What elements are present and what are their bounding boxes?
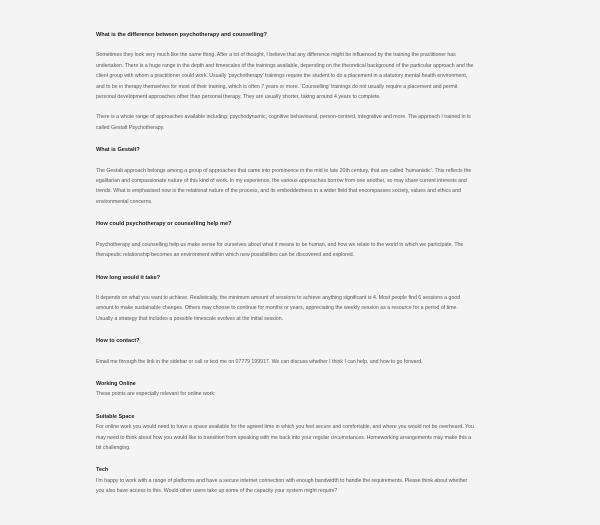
heading-working-online: Working Online <box>96 380 136 387</box>
text-line: It depends on what you want to achieve. Realistically, the minimum amount of sessions to achieve anything significant is 4. Most people find 6 sessions a good <box>96 294 461 301</box>
text-line: These points are especially relevant for online work: <box>96 391 216 398</box>
paragraph-suitable-space <box>96 422 514 453</box>
text-line: Sometimes they look very much like the same thing. After a lot of thought, I believe that any difference might be influenced by the training the practitioner has <box>96 52 456 59</box>
text-line: trends. What is emphasised now is the relational nature of the process, and its embeddedness in a wider field that encompasses society, values and ethics and <box>96 188 461 195</box>
heading-how-long: How long would it take? <box>96 274 161 281</box>
text-line: For online work you would need to have a space available for the agreed time in which you feel secure and comfortable, and where you would not be overheard. You <box>96 424 474 431</box>
text-line: called Gestalt Psychotherapy. <box>96 124 165 131</box>
heading-gestalt: What is Gestalt? <box>96 147 140 154</box>
text-line: and to be in therapy themselves for most of their training, which is often 7 years or more. ‘Counselling’ trainings do not usually require a placement and permit <box>96 83 458 90</box>
heading-contact: How to contact? <box>96 338 140 345</box>
paragraph-gestalt <box>96 166 514 208</box>
heading-difference: What is the difference between psychotherapy and counselling? <box>96 32 267 38</box>
text-line: bit challenging. <box>96 444 131 451</box>
text-line: personal development approaches other than personal therapy. They are usually shorter, taking around 4 years to complete. <box>96 94 381 101</box>
text-line: egalitarian and compassionate nature of this kind of work. In my experience, the various approaches borrow from one another, so may share current interests and <box>96 178 467 185</box>
text-line: may need to think about how you would like to transition from speaking with me back into your regular circumstances. Homeworking arrangements may make this a <box>96 434 472 441</box>
paragraph-contact <box>96 357 514 367</box>
paragraph-working-online <box>96 389 514 399</box>
text-line: you also have access to this. Would other users take up some of the capacity your system might require? <box>96 488 338 495</box>
text-line: undertaken. There is a huge range in the depth and timescales of the trainings available, depending on the theoretical background of the particular approach and the <box>96 62 474 69</box>
paragraph-difference-2 <box>96 112 514 133</box>
faq-content <box>96 30 514 497</box>
text-line: There is a whole range of approaches available including: psychodynamic, cognitive behavioural, person-centred, integrative and more. The approach I trained in is <box>96 114 471 121</box>
text-line: The Gestalt approach belongs among a group of approaches that came into prominence in the mid to late 20th century, that are called ‘humanistic’. This reflects the <box>96 167 472 174</box>
heading-suitable-space: Suitable Space <box>96 413 135 420</box>
text-line: I'm happy to work with a range of platforms and have a secure internet connection with enough bandwidth to handle the requirements. Please think about whether <box>96 477 468 484</box>
paragraph-how-long <box>96 293 514 324</box>
heading-help: How could psychotherapy or counselling help me? <box>96 221 232 228</box>
text-line: Email me through the link in the sidebar or call or text me on 07779 199917. We can discuss whether I think I can help, and how to go forward. <box>96 358 423 365</box>
text-line: environmental concerns. <box>96 198 153 205</box>
heading-tech: Tech <box>96 467 109 474</box>
text-line: Usually a strategy that includes a possible timescale evolves at the initial session. <box>96 315 284 322</box>
text-line: client group with whom a practitioner could work. Usually ‘psychotherapy’ trainings require the student to do a placement in a statutory mental health environment, <box>96 73 468 80</box>
paragraph-tech <box>96 476 514 497</box>
text-line: amount to make sustainable changes. Others may choose to continue for months or years, appreciating the weekly session as a resource for a period of time. <box>96 305 458 312</box>
text-line: Psychotherapy and counselling help us make sense for ourselves about what it means to be human, and how we relate to the world in which we participate. The <box>96 241 464 248</box>
paragraph-help <box>96 240 514 261</box>
text-line: therapeutic relationship becomes an environment within which new possibilities can be discovered and explored. <box>96 252 355 259</box>
paragraph-difference-1 <box>96 50 514 102</box>
